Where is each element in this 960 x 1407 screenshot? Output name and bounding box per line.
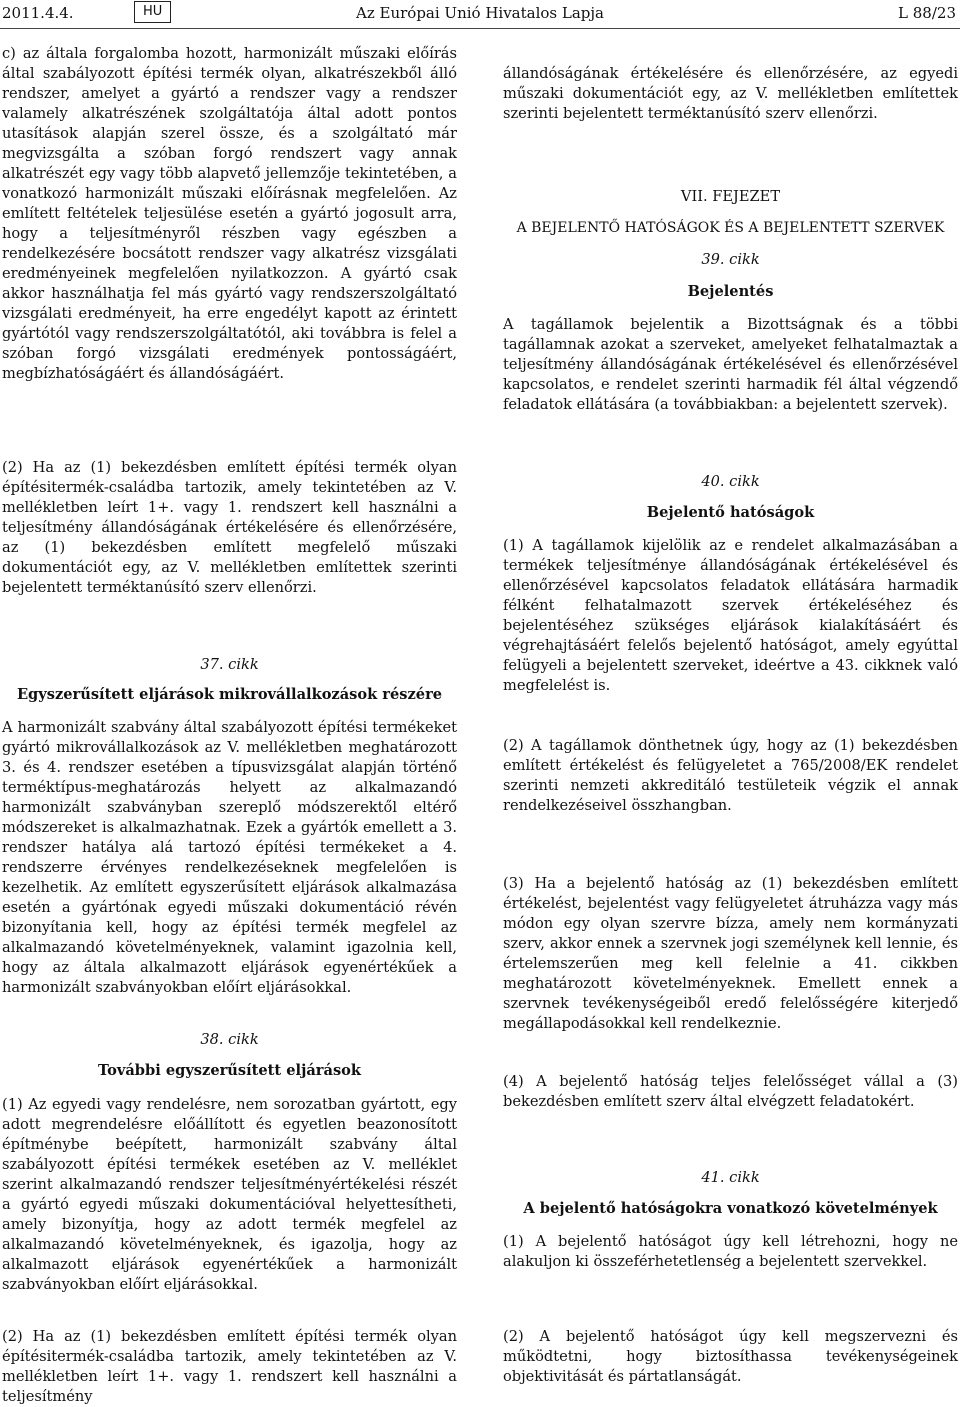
article-39-number: 39. cikk — [701, 251, 760, 268]
publication-date: 2011.4.4. — [2, 4, 74, 22]
chapter-title: A BEJELENTŐ HATÓSÁGOK ÉS A BEJELENTETT SZERVEK — [516, 220, 945, 236]
article-40-paragraph-3: (3) Ha a bejelentő hatóság az (1) bekezdésben említett értékelést, bejelentést vagy felügyeletet átruházza vagy más módon egy olyan szervre bízza, amely nem kormányzati szerv, akkor ennek a szervnek jogi személynek kell lennie, és értelemszerűen meg kell felelnie a 41. cikkben meghatározott követelményeknek. Emellett ennek a szervnek tevékenységeiből eredő felelősségére kiterjedő megállapodásokkal kell rendelkeznie. — [503, 875, 958, 1032]
header-rule — [0, 28, 960, 29]
article-38-paragraph-1: (1) Az egyedi vagy rendelésre, nem sorozatban gyártott, egy adott megrendelésre előállított és egyetlen beazonosított építménybe beépített, harmonizált szabvány által szabályozott építési termékek esetében az V. melléklet szerint alkalmazandó rendszer teljesítményértékelési részét a gyártó egyedi műszaki dokumentációval helyettesítheti, amely bizonyítja, hogy az adott termék megfelel az alkalmazandó követelményeknek, és igazolja, hogy az alkalmazott eljárások egyenértékűek a harmonizált szabványokban előírt eljárásokkal. — [2, 1096, 457, 1293]
article-40-title: Bejelentő hatóságok — [646, 504, 815, 521]
article-39-text: A tagállamok bejelentik a Bizottságnak és a többi tagállamnak azokat a szerveket, amelyeket felhatalmaztak a teljesítmény állandóságának értékelésével és ellenőrzésével kapcsolatos, e rendelet szerinti harmadik fél által végzendő feladatok ellátására (a továbbiakban: a bejelentett szervek). — [503, 316, 958, 413]
article-38-number: 38. cikk — [200, 1031, 259, 1048]
page-header — [0, 0, 960, 30]
article-37-number: 37. cikk — [200, 656, 259, 673]
article-37-title: Egyszerűsített eljárások mikrovállalkozások részére — [16, 686, 443, 703]
journal-title: Az Európai Unió Hivatalos Lapja — [356, 4, 604, 22]
intro-paragraph-c: c) az általa forgalomba hozott, harmonizált műszaki előírás által szabályozott építési termék olyan, alkatrészekből álló rendszer, amelyet a gyártó a rendszer vagy a rendszer valamely alkatrészének szolgáltatója által adott pontos utasítások alapján szerel össze, és a szolgáltató már megvizsgálta a szóban forgó rendszert vagy annak alkatrészét egy vagy több alapvető jellemzője tekintetében, a vonatkozó harmonizált műszaki előírásnak megfelelően. Az említett feltételek teljesülése esetén a gyártó jogosult arra, hogy a teljesítményről részben vagy egészben a rendelkezésére bocsátott rendszer vagy alkatrész vizsgálati eredményeinek megfelelően nyilatkozzon. A gyártó csak akkor használhatja fel más gyártó vagy rendszerszolgáltató vizsgálati eredményeit, ha erre engedélyt kapott az érintett gyártótól vagy rendszerszolgáltatótól, aki továbbra is felel a szóban forgó vizsgálati eredmények pontosságáért, megbízhatóságáért és állandóságáért. — [2, 45, 457, 382]
article-37-text: A harmonizált szabvány által szabályozott építési termékeket gyártó mikrovállalkozások az V. mellékletben meghatározott 3. és 4. rendszer esetében a típusvizsgálat alapján történő terméktípus-meghatározás helyett az alkalmazandó harmonizált szabványban szereplő módszerektől eltérő módszereket is alkalmazhatnak. Ezek a gyártók emellett a 3. rendszer hatálya alá tartozó építési termékeket a 4. rendszerre érvényes rendelkezéseknek megfelelően is kezelhetik. Az említett egyszerűsített eljárások alkalmazása esetén a gyártónak egyedi műszaki dokumentáció révén bizonyítania kell, hogy az építési termék megfelel az alkalmazandó követelményeknek, valamint igazolnia kell, hogy az általa alkalmazott eljárások egyenértékűek a harmonizált szabványokban előírt eljárásokkal. — [2, 719, 457, 996]
article-38-paragraph-2: (2) Ha az (1) bekezdésben említett építési termék olyan építésitermék-családba tartozik, amely tekintetében az V. mellékletben leírt 1+. vagy 1. rendszert kell használni a teljesítmény — [2, 1328, 457, 1405]
article-36-paragraph-2: (2) Ha az (1) bekezdésben említett építési termék olyan építésitermék-családba tartozik, amely tekintetében az V. mellékletben leírt 1+. vagy 1. rendszert kell használni a teljesítmény állandóságának értékelésére és ellenőrzésére, az (1) bekezdésben említett megfelelő műszaki dokumentációt egy, az V. mellékletben említettek szerinti bejelentett terméktanúsító szerv ellenőrzi. — [2, 459, 457, 596]
article-40-paragraph-4: (4) A bejelentő hatóság teljes felelősséget vállal a (3) bekezdésben említett szerv által elvégzett feladatokért. — [503, 1073, 958, 1110]
article-41-paragraph-1: (1) A bejelentő hatóságot úgy kell létrehozni, hogy ne alakuljon ki összeférhetetlenség a bejelentett szervekkel. — [503, 1233, 958, 1270]
article-40-paragraph-2: (2) A tagállamok dönthetnek úgy, hogy az (1) bekezdésben említett értékelést és felügyeletet a 765/2008/EK rendelet szerinti nemzeti akkreditáló testületeik végzik el annak rendelkezéseivel összhangban. — [503, 737, 958, 814]
page-number: L 88/23 — [898, 4, 956, 22]
language-badge: HU — [134, 1, 171, 23]
article-41-number: 41. cikk — [701, 1169, 760, 1186]
article-40-paragraph-1: (1) A tagállamok kijelölik az e rendelet alkalmazásában a termékek teljesítménye állandóságának értékelésével és ellenőrzésével kapcsolatos feladatok ellátására harmadik félként felhatalmazott szervek értékeléséhez és bejelentéséhez szükséges eljárások kialakításáért és végrehajtásáért felelős bejelentő hatóságot, amely egyúttal felügyeli a bejelentett szerveket, ideértve a 43. cikknek való megfelelést is. — [503, 537, 958, 694]
article-41-paragraph-2: (2) A bejelentő hatóságot úgy kell megszervezni és működtetni, hogy biztosíthassa tevékenységeinek objektivitását és pártatlanságát. — [503, 1328, 958, 1385]
chapter-number: VII. FEJEZET — [680, 188, 781, 205]
continued-paragraph: állandóságának értékelésére és ellenőrzésére, az egyedi műszaki dokumentációt egy, az V. mellékletben említettek szerinti bejelentett terméktanúsító szerv ellenőrzi. — [503, 65, 958, 122]
article-40-number: 40. cikk — [701, 473, 760, 490]
article-39-title: Bejelentés — [687, 283, 774, 300]
article-41-title: A bejelentő hatóságokra vonatkozó követelmények — [523, 1200, 938, 1217]
article-38-title: További egyszerűsített eljárások — [97, 1062, 362, 1079]
